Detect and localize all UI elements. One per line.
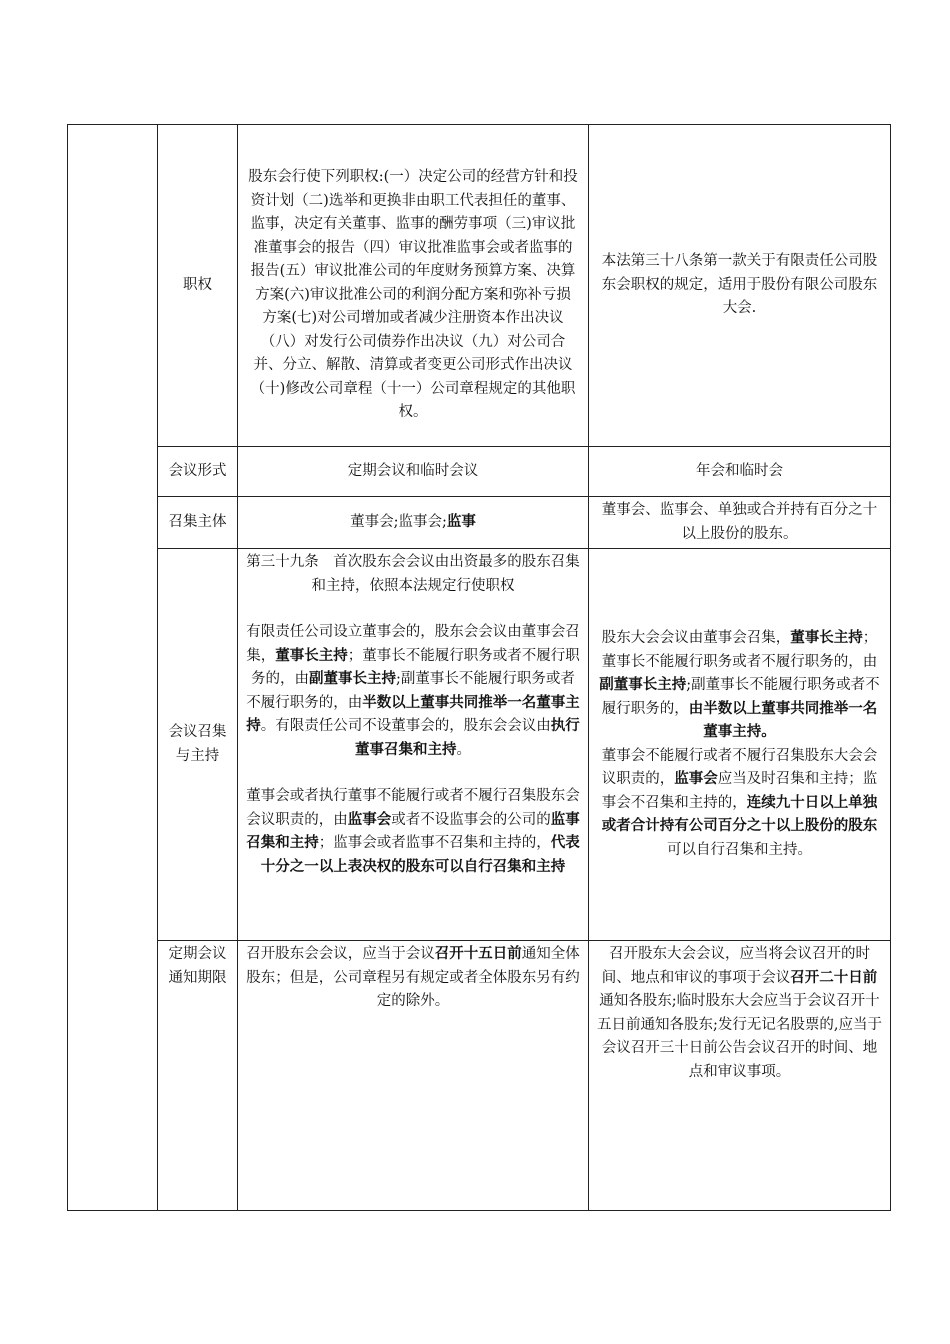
text-run: 董事会或者执行董事不能履行或者不履行召集股东会会议职责的，由 — [246, 788, 580, 828]
company-convene-p2 — [244, 621, 582, 762]
bold-run: 副董事长主持 — [599, 677, 687, 693]
text-run: 董事会不能履行或者不履行召集股东大会会议职责的， — [601, 747, 878, 787]
text-run: 召开股东大会会议，应当将会议召开的时间、地点和审议的事项于会议 — [601, 946, 870, 986]
category-cell-empty — [68, 125, 158, 1211]
text-run: 应当及时召集和主持；监事会不召集和主持的， — [601, 771, 878, 811]
bold-run: 由半数以上董事共同推举一名董事主持。 — [688, 700, 878, 740]
bold-run: 召开十五日前 — [434, 946, 522, 962]
company-convene-p3 — [244, 785, 582, 879]
bold-run: 召开二十日前 — [790, 969, 878, 986]
text-run: ；董事长不能履行职务或者不履行职务的，由 — [601, 630, 878, 670]
row-powers — [68, 125, 891, 447]
row-convener — [68, 497, 891, 549]
text-run: ;副董事长不能履行职务或者不履行职务的，由 — [246, 671, 575, 711]
company-convene-p1: 第三十九条 首次股东会会议由出资最多的股东召集和主持，依照本法规定行使职权 — [246, 554, 580, 594]
bold-run: 董事长主持 — [275, 647, 348, 664]
text-run: 召开股东会会议，应当于会议 — [246, 946, 435, 962]
row-convene-preside — [68, 549, 891, 941]
text-run: ;副董事长不能履行职务或者不履行职务的， — [601, 677, 880, 717]
joint-convene-cell — [589, 549, 891, 941]
text-run: ；董事长不能履行职务或者不履行职务的，由 — [251, 647, 580, 687]
label-convene-preside: 会议召集与主持 — [158, 549, 238, 941]
row-notice — [68, 941, 891, 1211]
label-powers: 职权 — [158, 125, 238, 447]
comparison-table — [67, 124, 891, 1211]
text-run: 股东大会会议由董事会召集， — [601, 630, 791, 646]
text-run: 。有限责任公司不设董事会的，股东会会议由 — [260, 718, 551, 734]
label-form: 会议形式 — [158, 447, 238, 497]
joint-convene-p1 — [595, 627, 884, 745]
company-powers-text: 股东会行使下列职权:(一）决定公司的经营方针和投资计划（二)选举和更换非由职工代表担任的董事、监事，决定有关董事、监事的酬劳事项（三)审议批准董事会的报告（四）审议批准监事会或者监事的报告(五）审议批准公司的年度财务预算方案、决算方案(六)审议批准公司的利润分配方案和弥补亏损方案(七)对公司增加或者减少注册资本作出决议（八）对发行公司债券作出决议（九）对公司合并、分立、解散、清算或者变更公司形式作出决议（十)修改公司章程（十一）公司章程规定的其他职权。 — [238, 125, 589, 447]
convener-bold: 监事 — [446, 513, 476, 530]
text-run: 通知全体股东；但是，公司章程另有规定或者全体股东另有约定的除外。 — [246, 946, 580, 1009]
text-run: 通知各股东;临时股东大会应当于会议召开十五日前通知各股东;发行无记名股票的,应当于会议召开三十日前公告会议召开的时间、地点和审议事项。 — [597, 993, 882, 1080]
joint-convene-p2 — [595, 745, 884, 863]
joint-notice-text — [589, 941, 891, 1211]
company-form-text: 定期会议和临时会议 — [238, 447, 589, 497]
bold-run: 监事会 — [674, 771, 718, 787]
convener-plain: 董事会;监事会; — [350, 513, 447, 530]
label-notice: 定期会议通知期限 — [158, 941, 238, 1211]
text-run: 可以自行召集和主持。 — [667, 841, 812, 858]
bold-run: 董事长主持 — [790, 630, 863, 646]
company-convene-cell — [238, 549, 589, 941]
joint-form-text: 年会和临时会 — [589, 447, 891, 497]
joint-powers-text: 本法第三十八条第一款关于有限责任公司股东会职权的规定，适用于股份有限公司股东大会. — [589, 125, 891, 447]
bold-run: 监事会 — [347, 811, 392, 828]
bold-run: 半数以上董事共同推举一名董事主持 — [246, 694, 580, 734]
text-run: 。 — [456, 741, 471, 758]
label-convener: 召集主体 — [158, 497, 238, 549]
bold-run: 执行董事召集和主持 — [355, 718, 580, 758]
company-notice-text — [238, 941, 589, 1211]
row-form — [68, 447, 891, 497]
bold-run: 代表十分之一以上表决权的股东可以自行召集和主持 — [260, 835, 580, 875]
joint-convener-text: 董事会、监事会、单独或合并持有百分之十以上股份的股东。 — [589, 497, 891, 549]
text-run: ；监事会或者监事不召集和主持的， — [318, 835, 551, 851]
text-run: 有限责任公司设立董事会的，股东会会议由董事会召集， — [246, 624, 580, 664]
bold-run: 连续九十日以上单独或者合计持有公司百分之十以上股份的股东 — [601, 794, 878, 834]
bold-run: 监事召集和主持 — [246, 811, 580, 851]
company-convener-text — [238, 497, 589, 549]
text-run: 或者不设监事会的公司的 — [391, 811, 551, 828]
bold-run: 副董事长主持 — [309, 671, 397, 687]
